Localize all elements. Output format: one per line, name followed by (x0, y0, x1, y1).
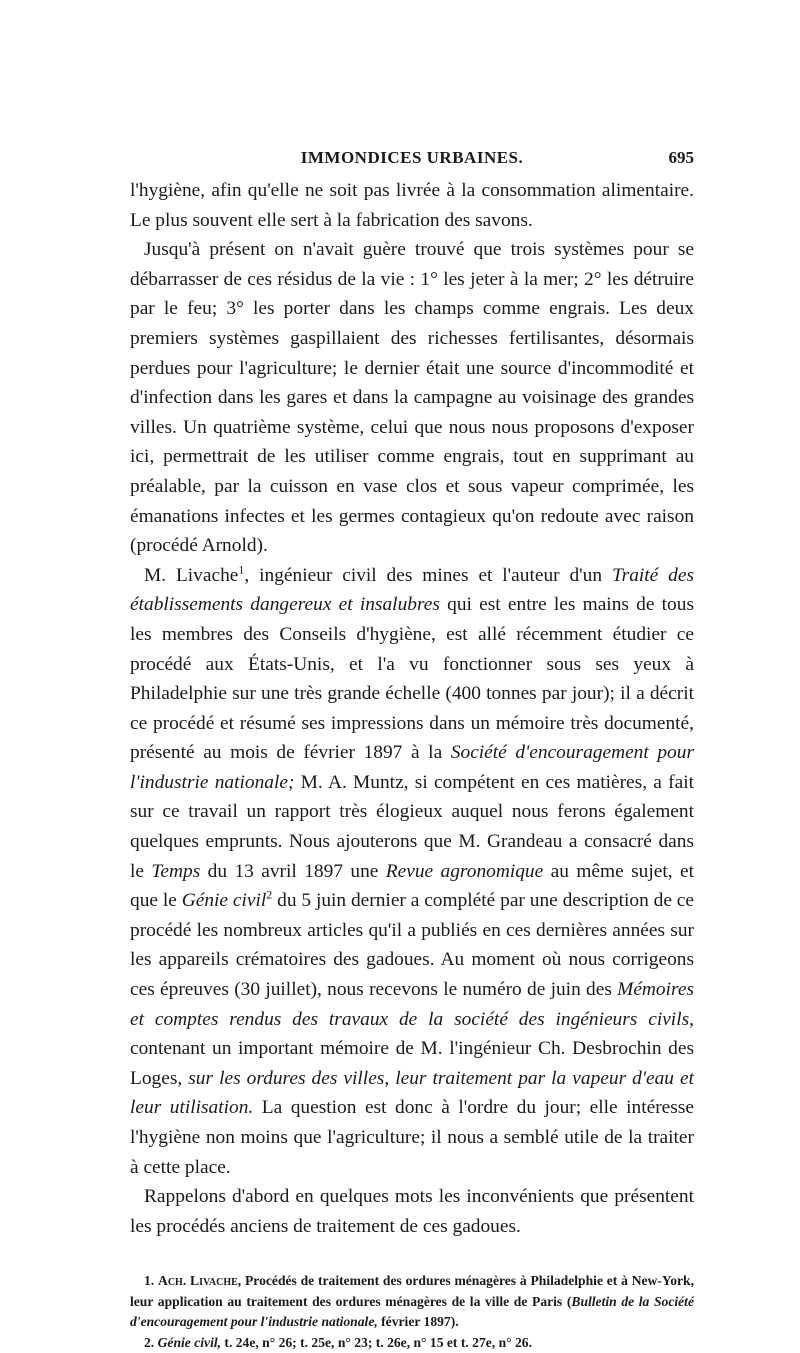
title-traite: Traité des établissements dangereux et insalubres (130, 564, 694, 616)
paragraph-3: M. Livache$^1$, ingénieur civil des mines et l'auteur d'un Traité des établissements dangereux et insalubres qui est entre les mains de tous les membres des Conseils d'hygiène, est allé récemment étudier ce procédé aux États-Unis, et l'a vu fonctionner sous ses yeux à Philadelphie sur une très grande échelle (400 tonnes par jour); il a décrit ce procédé et résumé ses impressions dans un mémoire très documenté, présenté au mois de février 1897 à la Société d'encouragement pour l'industrie nationale; M. A. Muntz, si compétent en ces matières, a fait sur ce travail un rapport très élogieux auquel nous ferons également quelques emprunts. Nous ajouterons que M. Grandeau a consacré dans le Temps du 13 avril 1897 une Revue agronomique au même sujet, et que le Génie civil$^2$ du 5 juin dernier a complété par une description de ce procédé les nombreux articles qu'il a publiés en ces dernières années sur les appareils crématoires des gadoues. Au moment où nous corrigeons ces épreuves (30 juillet), nous recevons le numéro de juin des Mémoires et comptes rendus des travaux de la société des ingénieurs civils, contenant un important mémoire de M. l'ingénieur Ch. Desbrochin des Loges, sur les ordures des villes, leur traitement par la vapeur d'eau et leur utilisation. La question est donc à l'ordre du jour; elle intéresse l'hygiène non moins que l'agriculture; il nous a semblé utile de la traiter à cette place. (130, 562, 695, 1178)
title-temps: Temps (151, 860, 201, 882)
title-genie-civil: Génie civil (181, 890, 267, 912)
title-societe: Société d'encouragement pour l'industrie nationale; (130, 742, 694, 793)
body-text (130, 176, 694, 1241)
title-memoires: Mémoires et comptes rendus des travaux de la société des ingénieurs civils (130, 979, 694, 1030)
paragraph-4: Rappelons d'abord en quelques mots les inconvénients que présentent les procédés anciens de traitement de ces gadoues. (130, 1186, 694, 1237)
footnote-author: Ach. Livache (158, 1273, 238, 1289)
footnote-2: 2. Génie civil, t. 24e, n° 26; t. 25e, n° 23; t. 26e, n° 15 et t. 27e, n° 26. (144, 1334, 532, 1350)
footnote-ref-2: 2 (266, 887, 273, 902)
paragraph-2: Jusqu'à présent on n'avait guère trouvé que trois systèmes pour se débarrasser de ces résidus de la vie : 1° les jeter à la mer; 2° les détruire par le feu; 3° les porter dans les champs comme engrais. Les deux premiers systèmes gaspillaient des richesses fertilisantes, désormais perdues pour l'agriculture; le dernier était une source d'incommodité et d'infection dans les gares et dans la campagne au voisinage des grandes villes. Un quatrième système, celui que nous nous proposons d'exposer ici, permettrait de les utiliser comme engrais, tout en supprimant au préalable, par la cuisson en vase clos et sous vapeur comprimée, les émanations infectes et les germes contagieux qu'on redoute avec raison (procédé Arnold). (130, 239, 694, 557)
footnote-ref-1: 1 (238, 562, 245, 577)
title-ordures: sur les ordures des villes, leur traitement par la vapeur d'eau et leur utilisation. (130, 1067, 694, 1119)
book-page (130, 148, 694, 1353)
running-header (130, 148, 694, 176)
footnote-1: 1. Ach. Livache, Procédés de traitement des ordures ménagères à Philadelphie et à New-York, leur application au traitement des ordures ménagères de la ville de Paris (Bulletin de la Société d'encouragement pour l'industrie nationale, février 1897). (130, 1273, 694, 1330)
footnotes (130, 1271, 694, 1353)
running-title: IMMONDICES URBAINES. (300, 148, 524, 167)
title-revue: Revue agronomique (385, 860, 544, 882)
paragraph-1: l'hygiène, afin qu'elle ne soit pas livrée à la consommation alimentaire. Le plus souvent elle sert à la fabrication des savons. (130, 180, 694, 231)
page-number: 695 (668, 148, 694, 167)
